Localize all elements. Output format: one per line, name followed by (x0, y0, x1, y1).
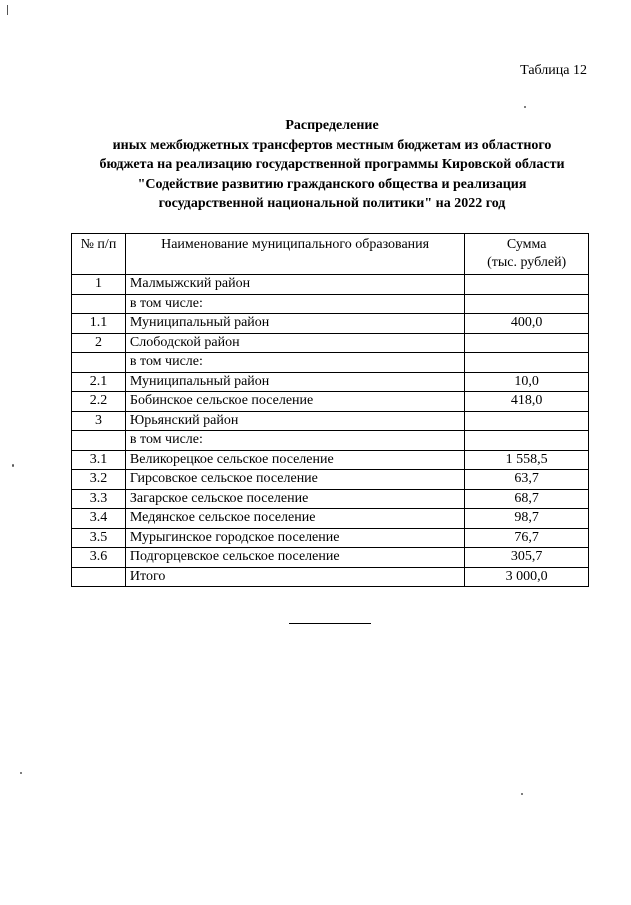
row-number: 2 (72, 333, 126, 353)
table-row (72, 392, 589, 412)
row-sum (465, 275, 589, 295)
row-municipality: Мурыгинское городское поселение (125, 528, 464, 548)
end-divider-line (289, 623, 371, 624)
header-number: № п/п (72, 234, 126, 275)
table-row (72, 372, 589, 392)
table-row (72, 294, 589, 314)
table-row (72, 314, 589, 334)
table-body (72, 275, 589, 587)
row-number: 3 (72, 411, 126, 431)
row-municipality: Гирсовское сельское поселение (125, 470, 464, 490)
table-header-row (72, 234, 589, 275)
heading-line-3: бюджета на реализацию государственной программы Кировской области (99, 157, 565, 172)
row-sum (465, 431, 589, 451)
row-sum: 400,0 (465, 314, 589, 334)
row-sum (465, 411, 589, 431)
header-sum (465, 234, 589, 275)
table-row (72, 548, 589, 568)
scan-speck (7, 5, 8, 15)
table-row (72, 489, 589, 509)
heading-line-4: "Содействие развитию гражданского общества и реализация (137, 176, 527, 192)
table-row (72, 275, 589, 295)
row-sum (465, 333, 589, 353)
row-municipality: Юрьянский район (125, 411, 464, 431)
row-municipality: Медянское сельское поселение (125, 509, 464, 529)
table-row (72, 431, 589, 451)
row-sum: 98,7 (465, 509, 589, 529)
row-number (72, 431, 126, 451)
row-number: 2.1 (72, 372, 126, 392)
scan-speck (20, 772, 22, 774)
row-municipality: Итого (125, 567, 464, 587)
row-number (72, 353, 126, 373)
row-municipality: в том числе: (125, 431, 464, 451)
document-heading (40, 116, 624, 214)
transfers-table (71, 233, 589, 587)
row-sum: 68,7 (465, 489, 589, 509)
row-sum: 1 558,5 (465, 450, 589, 470)
row-number: 3.4 (72, 509, 126, 529)
row-sum: 76,7 (465, 528, 589, 548)
table-row (72, 411, 589, 431)
row-sum (465, 294, 589, 314)
table-row (72, 470, 589, 490)
row-municipality: Слободской район (125, 333, 464, 353)
row-number: 2.2 (72, 392, 126, 412)
heading-line-5: государственной национальной политики" на 2022 год (158, 196, 506, 211)
scan-speck (521, 793, 523, 795)
row-number: 3.2 (72, 470, 126, 490)
row-sum: 63,7 (465, 470, 589, 490)
scan-speck (524, 106, 526, 108)
scan-speck (12, 464, 14, 467)
row-municipality: Муниципальный район (125, 314, 464, 334)
row-municipality: Муниципальный район (125, 372, 464, 392)
row-municipality: Загарское сельское поселение (125, 489, 464, 509)
row-sum: 305,7 (465, 548, 589, 568)
heading-line-2: иных межбюджетных трансфертов местным бюджетам из областного (112, 137, 552, 153)
row-number (72, 567, 126, 587)
row-sum: 3 000,0 (465, 567, 589, 587)
table-row (72, 567, 589, 587)
row-municipality: в том числе: (125, 294, 464, 314)
row-number: 1 (72, 275, 126, 295)
row-municipality: Бобинское сельское поселение (125, 392, 464, 412)
row-number (72, 294, 126, 314)
table-row (72, 528, 589, 548)
table-row (72, 333, 589, 353)
row-sum: 418,0 (465, 392, 589, 412)
header-sum-line-1: Сумма (506, 237, 547, 252)
row-municipality: Малмыжский район (125, 275, 464, 295)
table-number-label: Таблица 12 (520, 63, 587, 78)
row-number: 1.1 (72, 314, 126, 334)
header-municipality: Наименование муниципального образования (125, 234, 464, 275)
row-municipality: в том числе: (125, 353, 464, 373)
row-sum: 10,0 (465, 372, 589, 392)
row-number: 3.3 (72, 489, 126, 509)
table-row (72, 450, 589, 470)
table-row (72, 353, 589, 373)
row-municipality: Подгорцевское сельское поселение (125, 548, 464, 568)
table-row (72, 509, 589, 529)
row-number: 3.5 (72, 528, 126, 548)
row-sum (465, 353, 589, 373)
row-municipality: Великорецкое сельское поселение (125, 450, 464, 470)
row-number: 3.6 (72, 548, 126, 568)
header-sum-line-2: (тыс. рублей) (487, 255, 567, 270)
row-number: 3.1 (72, 450, 126, 470)
heading-line-1: Распределение (285, 118, 379, 133)
